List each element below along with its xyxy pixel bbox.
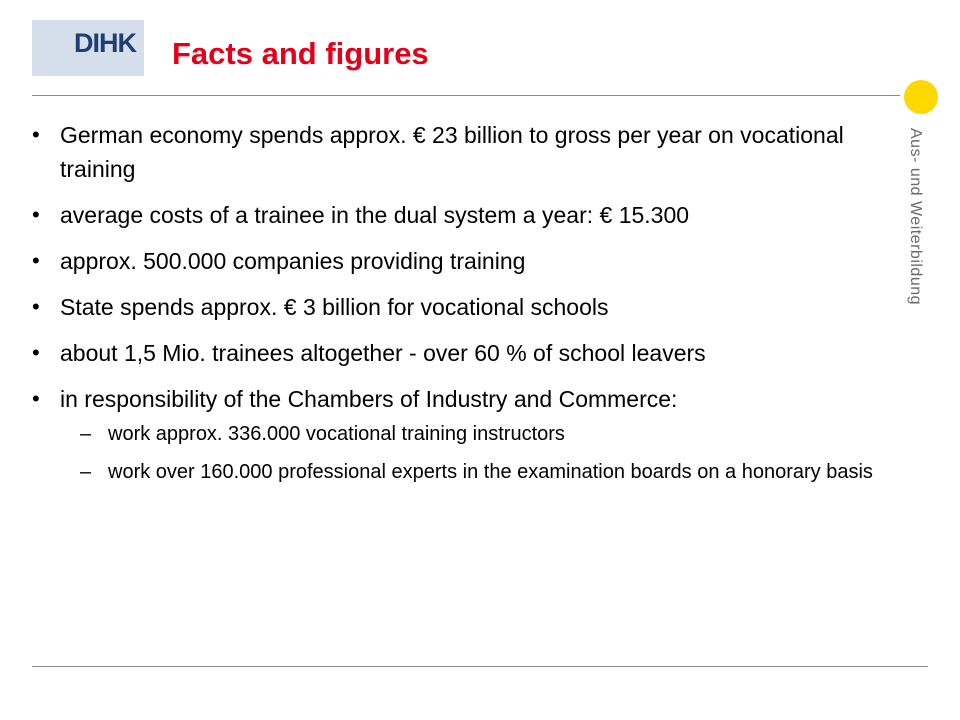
bullet-icon: • (32, 294, 40, 319)
bullet-text: State spends approx. € 3 billion for vocational schools (60, 294, 609, 320)
bullet-text: about 1,5 Mio. trainees altogether - over 60 % of school leavers (60, 340, 706, 366)
bullet-icon: • (32, 248, 40, 273)
top-divider (32, 95, 900, 96)
yellow-dot-icon (904, 80, 938, 114)
bullet-item (32, 244, 890, 278)
sub-bullet-item (80, 458, 890, 486)
bottom-divider (32, 666, 928, 667)
logo-text: DIHK (74, 28, 136, 58)
bullet-item (32, 290, 890, 324)
dihk-logo (32, 20, 144, 76)
dash-icon: – (80, 423, 92, 445)
dash-icon: – (80, 461, 92, 483)
bullet-text: average costs of a trainee in the dual system a year: € 15.300 (60, 202, 690, 228)
bullet-item (32, 118, 890, 186)
bullet-item (32, 336, 890, 370)
sub-bullet-item (80, 420, 890, 448)
side-label: Aus- und Weiterbildung (907, 128, 924, 306)
sub-bullet-list (80, 420, 890, 486)
bullet-item (32, 382, 890, 486)
bullet-list (32, 118, 890, 498)
page-title: Facts and figures (172, 36, 429, 71)
bullet-icon: • (32, 340, 40, 365)
bullet-text: approx. 500.000 companies providing training (60, 248, 526, 274)
bullet-icon: • (32, 386, 40, 411)
bullet-text: in responsibility of the Chambers of Industry and Commerce: (60, 386, 678, 412)
bullet-item (32, 198, 890, 232)
sub-bullet-text: work approx. 336.000 vocational training instructors (108, 423, 565, 445)
bullet-text: German economy spends approx. € 23 billion to gross per year on vocational training (60, 122, 844, 182)
bullet-icon: • (32, 122, 40, 147)
bullet-icon: • (32, 202, 40, 227)
sub-bullet-text: work over 160.000 professional experts in the examination boards on a honorary basis (108, 461, 873, 483)
